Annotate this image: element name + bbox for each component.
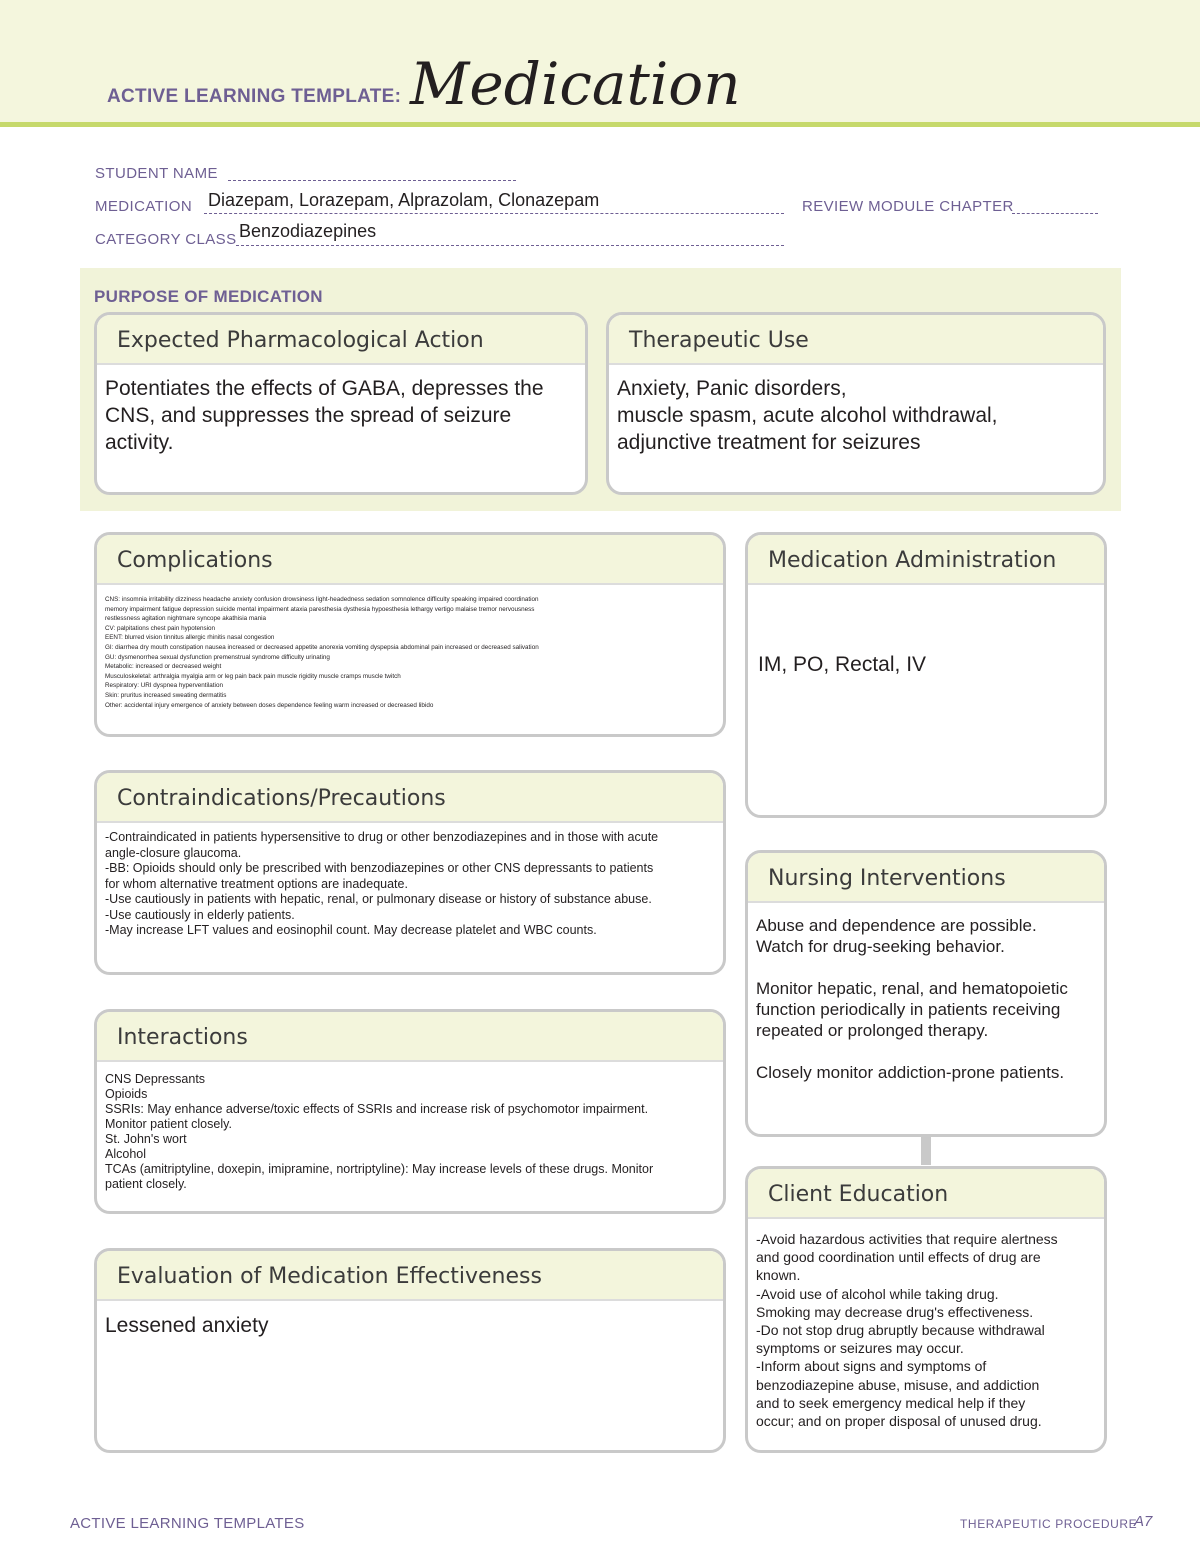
interaction-line: Opioids — [105, 1087, 148, 1101]
category-class-label: CATEGORY CLASS — [95, 231, 237, 248]
administration-title: Medication Administration — [748, 535, 1104, 585]
therapeutic-use-box — [606, 312, 1106, 495]
education-line: known. — [756, 1267, 801, 1284]
interaction-line: patient closely. — [105, 1177, 187, 1191]
student-name-label: STUDENT NAME — [95, 165, 218, 182]
complication-line: CV: palpitations chest pain hypotension — [105, 624, 216, 632]
education-line: Smoking may decrease drug's effectiveness. — [756, 1303, 1034, 1320]
complications-text — [97, 585, 723, 718]
complication-line: Other: accidental injury emergence of anxiety between doses dependence feeling warm increased or decreased libido — [105, 701, 434, 709]
category-class-field[interactable] — [236, 245, 784, 246]
contraindication-line: -BB: Opioids should only be prescribed with benzodiazepines or other CNS depressants to patients — [105, 861, 654, 875]
education-line: benzodiazepine abuse, misuse, and addiction — [756, 1376, 1040, 1393]
footer-left: ACTIVE LEARNING TEMPLATES — [70, 1515, 305, 1532]
education-line: -Avoid use of alcohol while taking drug. — [756, 1285, 999, 1302]
therapeutic-line: muscle spasm, acute alcohol withdrawal, — [617, 404, 998, 427]
complication-line: Skin: pruritus increased sweating dermatitis — [105, 691, 227, 699]
nursing-interventions-text — [748, 903, 1104, 1091]
category-class-value: Benzodiazepines — [239, 221, 377, 241]
contraindications-text — [97, 823, 723, 947]
complication-line: Musculoskeletal: arthralgia myalgia arm or leg pain back pain muscle rigidity muscle cramps muscle twitch — [105, 672, 401, 680]
complications-box — [94, 532, 726, 737]
client-education-text — [748, 1219, 1104, 1438]
medication-value: Diazepam, Lorazepam, Alprazolam, Clonazepam — [208, 190, 600, 210]
complication-line: Respiratory: URI dyspnea hyperventilation — [105, 682, 223, 690]
nursing-line: Closely monitor addiction-prone patients. — [756, 1063, 1065, 1082]
interactions-title: Interactions — [97, 1012, 723, 1062]
expected-action-box — [94, 312, 588, 495]
interaction-line: Monitor patient closely. — [105, 1117, 232, 1131]
contraindication-line: -Use cautiously in patients with hepatic, renal, or pulmonary disease or history of substance abuse. — [105, 892, 652, 906]
complication-line: CNS: insomnia irritability dizziness headache anxiety confusion drowsiness light-headedness sedation somnolence difficulty speaking impaired coordination — [105, 596, 539, 603]
contraindication-line: -May increase LFT values and eosinophil count. May decrease platelet and WBC counts. — [105, 923, 597, 937]
complication-line: EENT: blurred vision tinnitus allergic rhinitis nasal congestion — [105, 634, 275, 642]
education-line: and good coordination until effects of drug are — [756, 1249, 1041, 1266]
education-line: -Do not stop drug abruptly because withdrawal — [756, 1322, 1045, 1339]
nursing-line: Monitor hepatic, renal, and hematopoietic — [756, 979, 1068, 998]
nursing-line: repeated or prolonged therapy. — [756, 1021, 989, 1040]
administration-box — [745, 532, 1107, 818]
page-title: Medication — [410, 50, 741, 118]
therapeutic-line: Anxiety, Panic disorders, — [617, 377, 847, 400]
complications-title: Complications — [97, 535, 723, 585]
nursing-interventions-title: Nursing Interventions — [748, 853, 1104, 903]
expected-action-text: Potentiates the effects of GABA, depresses the CNS, and suppresses the spread of seizure activity. — [105, 377, 544, 454]
review-module-field[interactable] — [1012, 213, 1098, 214]
nursing-interventions-box — [745, 850, 1107, 1137]
medication-field[interactable] — [204, 213, 784, 214]
interaction-line: TCAs (amitriptyline, doxepin, imipramine, nortriptyline): May increase levels of these drugs. Monitor — [105, 1162, 654, 1176]
client-education-title: Client Education — [748, 1169, 1104, 1219]
contraindication-line: angle-closure glaucoma. — [105, 845, 242, 860]
contraindications-box — [94, 770, 726, 975]
complication-line: memory impairment fatigue depression suicide mental impairment ataxia paresthesia dysthesia hypoesthesia lethargy vertigo malaise tremor nervousness — [105, 605, 535, 613]
education-line: occur; and on proper disposal of unused drug. — [756, 1413, 1042, 1430]
administration-text: IM, PO, Rectal, IV — [758, 653, 927, 676]
complication-line: GI: diarrhea dry mouth constipation nausea increased or decreased appetite anorexia vomiting dyspepsia abdominal pain increased or decreased salivation — [105, 643, 539, 651]
evaluation-text: Lessened anxiety — [105, 1314, 269, 1337]
contraindications-title: Contraindications/Precautions — [97, 773, 723, 823]
nursing-line: Abuse and dependence are possible. — [756, 916, 1037, 935]
contraindication-line: for whom alternative treatment options are inadequate. — [105, 876, 408, 891]
template-label: ACTIVE LEARNING TEMPLATE: — [107, 86, 402, 107]
page-number: A7 — [1134, 1513, 1153, 1530]
complication-line: GU: dysmenorrhea sexual dysfunction premenstrual syndrome difficulty urinating — [105, 653, 330, 661]
contraindication-line: -Use cautiously in elderly patients. — [105, 907, 295, 922]
therapeutic-use-text — [609, 365, 1103, 464]
evaluation-title: Evaluation of Medication Effectiveness — [97, 1251, 723, 1301]
evaluation-box — [94, 1248, 726, 1453]
interaction-line: Alcohol — [105, 1147, 146, 1161]
interactions-box — [94, 1009, 726, 1214]
interaction-line: SSRIs: May enhance adverse/toxic effects of SSRIs and increase risk of psychomotor impairment. — [105, 1102, 649, 1116]
complication-line: restlessness agitation nightmare syncope akathisia mania — [105, 615, 267, 623]
therapeutic-use-title: Therapeutic Use — [609, 315, 1103, 365]
nursing-line: function periodically in patients receiving — [756, 1000, 1061, 1019]
education-line: -Avoid hazardous activities that require alertness — [756, 1231, 1058, 1247]
student-name-field[interactable] — [228, 180, 516, 181]
expected-action-title: Expected Pharmacological Action — [97, 315, 585, 365]
education-line: -Inform about signs and symptoms of — [756, 1358, 987, 1375]
therapeutic-line: adjunctive treatment for seizures — [617, 431, 921, 454]
interaction-line: St. John's wort — [105, 1132, 187, 1146]
footer-right: THERAPEUTIC PROCEDURE — [960, 1517, 1138, 1531]
interaction-line: CNS Depressants — [105, 1072, 206, 1086]
medication-label: MEDICATION — [95, 198, 193, 215]
contraindication-line: -Contraindicated in patients hypersensitive to drug or other benzodiazepines and in those with acute — [105, 830, 659, 844]
client-education-box — [745, 1166, 1107, 1453]
complication-line: Metabolic: increased or decreased weight — [105, 663, 222, 671]
interactions-text — [97, 1062, 723, 1200]
purpose-label: PURPOSE OF MEDICATION — [94, 287, 323, 306]
box-connector — [921, 1135, 931, 1165]
nursing-line: Watch for drug-seeking behavior. — [756, 937, 1005, 956]
education-line: symptoms or seizures may occur. — [756, 1340, 964, 1357]
review-module-label: REVIEW MODULE CHAPTER — [802, 198, 1014, 215]
education-line: and to seek emergency medical help if they — [756, 1394, 1026, 1411]
